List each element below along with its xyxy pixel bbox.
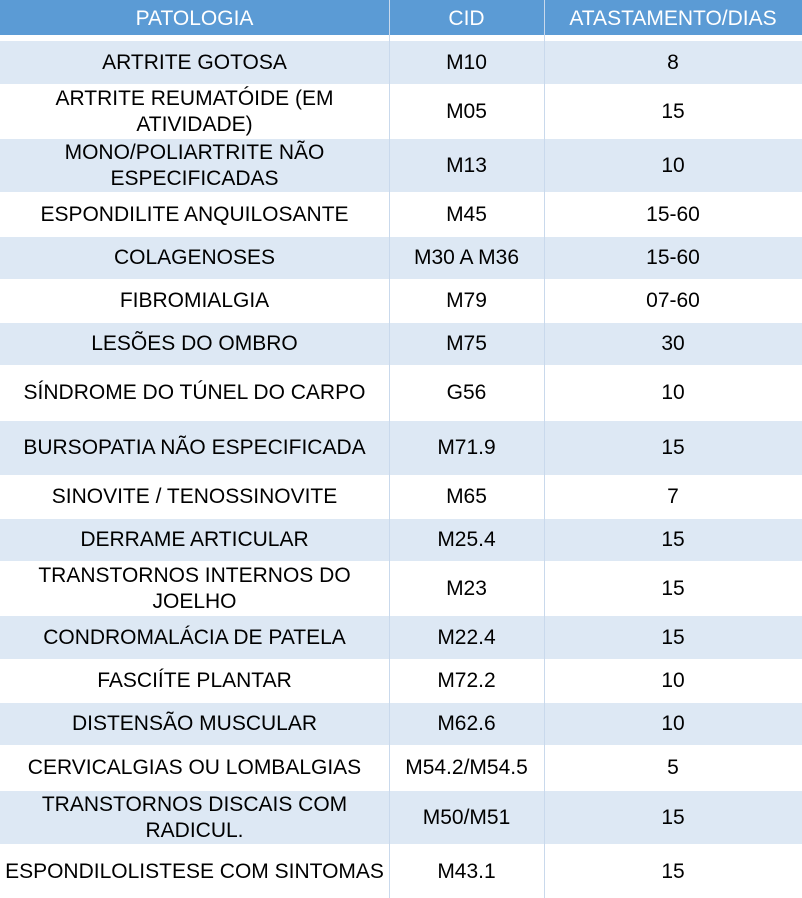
patologia-cell: ESPONDILOLISTESE COM SINTOMAS (5, 859, 384, 883)
header-patologia: PATOLOGIA (135, 7, 254, 30)
dias-cell: 15 (661, 859, 685, 883)
cid-cell: M23 (446, 576, 487, 600)
row-divider (0, 138, 802, 139)
dias-cell: 15 (661, 436, 685, 459)
cid-cell: M71.9 (437, 436, 496, 459)
cid-cell: M10 (446, 50, 487, 74)
patologia-cell: LESÕES DO OMBRO (91, 332, 298, 355)
dias-cell: 5 (667, 756, 679, 779)
row-divider (0, 844, 802, 845)
cid-cell: M13 (446, 153, 487, 177)
column-divider (544, 0, 545, 898)
row-divider (0, 365, 802, 366)
patologia-cell: SINOVITE / TENOSSINOVITE (51, 485, 338, 508)
cid-cell: M72.2 (437, 669, 496, 692)
dias-cell: 10 (661, 712, 685, 735)
row-divider (0, 192, 802, 193)
cid-cell: M25.4 (437, 528, 496, 551)
patologia-cell: COLAGENOSES (113, 246, 276, 269)
row-divider (0, 420, 802, 421)
dias-cell: 7 (667, 485, 679, 508)
cid-cell: M50/M51 (422, 805, 511, 829)
cid-cell: M30 A M36 (413, 246, 520, 269)
row-divider (0, 236, 802, 237)
cid-cell: M54.2/M54.5 (405, 756, 528, 779)
row-divider (0, 84, 802, 85)
cid-cell: M43.1 (437, 859, 496, 883)
row-divider (0, 475, 802, 476)
patologia-cell: CONDROMALÁCIA DE PATELA (43, 625, 346, 649)
dias-cell: 30 (661, 332, 685, 355)
patologia-cell: ARTRITE GOTOSA (102, 50, 287, 74)
cid-cell: M62.6 (437, 712, 496, 735)
dias-cell: 15 (661, 576, 685, 600)
dias-cell: 8 (667, 50, 679, 74)
dias-cell: 10 (661, 153, 685, 177)
dias-cell: 15 (661, 528, 685, 551)
dias-cell: 10 (661, 669, 685, 692)
cid-cell: M79 (446, 289, 487, 312)
cid-cell: M75 (446, 332, 487, 355)
row-divider (0, 518, 802, 519)
row-divider (0, 615, 802, 616)
patologia-cell: FASCIÍTE PLANTAR (97, 669, 292, 692)
row-divider (0, 745, 802, 746)
row-divider (0, 659, 802, 660)
row-divider (0, 561, 802, 562)
patologia-cell: TRANSTORNOS INTERNOS DO JOELHO (38, 563, 351, 613)
dias-cell: 10 (661, 381, 685, 404)
column-divider (389, 0, 390, 898)
dias-cell: 15 (661, 625, 685, 649)
header-cid: CID (448, 7, 485, 30)
patologia-cell: DERRAME ARTICULAR (80, 528, 309, 551)
patologia-cell: SÍNDROME DO TÚNEL DO CARPO (23, 381, 366, 404)
row-divider (0, 322, 802, 323)
row-divider (0, 790, 802, 791)
dias-cell: 07-60 (646, 289, 700, 312)
row-divider (0, 279, 802, 280)
dias-cell: 15-60 (646, 246, 700, 269)
cid-cell: M45 (446, 202, 487, 226)
cid-cell: M05 (446, 99, 487, 123)
cid-cell: M22.4 (437, 625, 496, 649)
patologia-cell: CERVICALGIAS OU LOMBALGIAS (27, 756, 362, 779)
dias-cell: 15 (661, 805, 685, 829)
patologia-cell: BURSOPATIA NÃO ESPECIFICADA (23, 436, 366, 459)
patologia-cell: MONO/POLIARTRITE NÃO ESPECIFICADAS (64, 140, 325, 190)
patologia-cell: FIBROMIALGIA (119, 289, 270, 312)
patologia-cell: TRANSTORNOS DISCAIS COM RADICUL. (41, 792, 348, 842)
patologia-cell: ARTRITE REUMATÓIDE (EM ATIVIDADE) (55, 86, 334, 136)
cid-cell: M65 (446, 485, 487, 508)
patologia-cell: DISTENSÃO MUSCULAR (71, 712, 318, 735)
row-divider (0, 702, 802, 703)
header-afastamento: ATASTAMENTO/DIAS (569, 7, 777, 30)
dias-cell: 15 (661, 99, 685, 123)
patologia-cell: ESPONDILITE ANQUILOSANTE (40, 202, 349, 226)
cid-cell: G56 (446, 381, 487, 404)
dias-cell: 15-60 (646, 202, 700, 226)
